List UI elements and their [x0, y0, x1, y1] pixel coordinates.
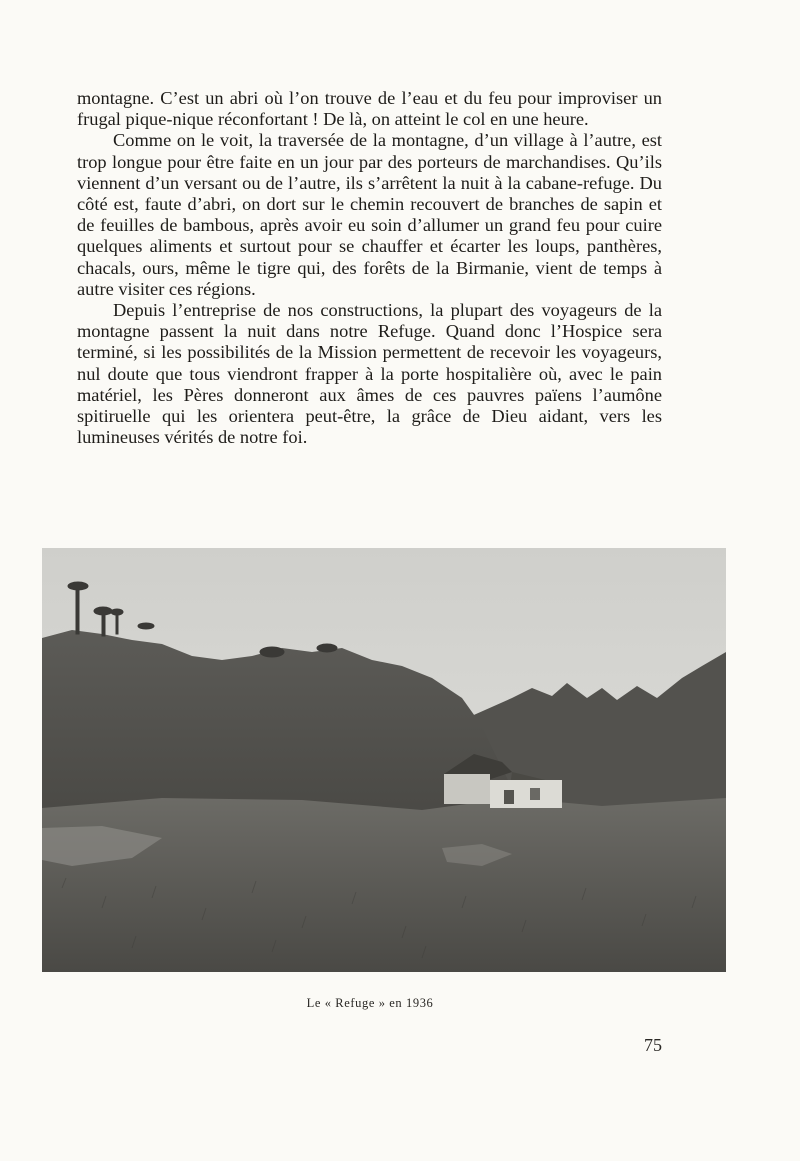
paragraph-1: montagne. C’est un abri où l’on trouve de l’eau et du feu pour improviser un frugal pique-nique réconfortant ! De là, on atteint le col en une heure.	[77, 88, 662, 130]
photo-caption: Le « Refuge » en 1936	[306, 996, 434, 1010]
body-text	[77, 88, 662, 448]
paragraph-2: Comme on le voit, la traversée de la montagne, d’un village à l’autre, est trop longue pour être faite en un jour par des porteurs de marchandises. Qu’ils viennent d’un versant ou de l’autre, ils s’arrêtent la nuit à la cabane-refuge. Du côté est, faute d’abri, on dort sur le chemin recouvert de branches de sapin et de feuilles de bambous, après avoir eu soin d’allumer un grand feu pour cuire quelques aliments et surtout pour se chauffer et écarter les loups, panthères, chacals, ours, même le tigre qui, des forêts de la Birmanie, vient de temps à autre visiter ces régions.	[77, 130, 662, 299]
mountain-landscape-image	[42, 548, 726, 972]
refuge-photograph	[42, 548, 726, 972]
page-number: 75	[644, 1035, 662, 1055]
foreground-meadow	[42, 798, 726, 972]
paragraph-3: Depuis l’entreprise de nos constructions, la plupart des voyageurs de la montagne passent la nuit dans notre Refuge. Quand donc l’Hospice sera terminé, si les possibilités de la Mission permettent de recevoir les voyageurs, nul doute que tous viendront frapper à la porte hospitalière où, avec le pain matériel, les Pères donneront aux âmes de ces pauvres païens l’aumône spitiruelle qui les orientera peut-être, la grâce de Dieu aidant, vers les lumineuses vérités de notre foi.	[77, 300, 662, 448]
